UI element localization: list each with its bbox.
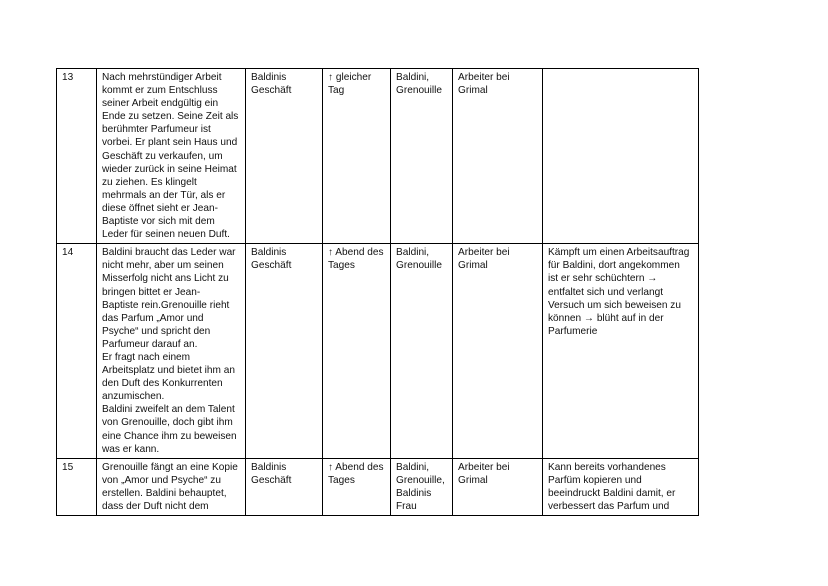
cell-number (57, 69, 97, 244)
cell-line: diese öffnet sieht er Jean- (102, 202, 218, 214)
cell-line: Geschäft (251, 474, 292, 486)
cell-status (453, 458, 543, 515)
cell-line: Kann bereits vorhandenes (548, 461, 666, 473)
cell-line: für Baldini, dort angekommen (548, 260, 680, 272)
cell-action (97, 244, 246, 459)
cell-line: Baptiste vor sich mit dem (102, 216, 215, 228)
cell-line: Tag (328, 85, 345, 97)
cell-line: Baldini zweifelt an dem Talent (102, 404, 235, 416)
table-row (57, 244, 699, 459)
cell-line: Arbeiter bei (458, 72, 510, 83)
cell-time (323, 244, 391, 459)
cell-line: Baldinis (251, 72, 287, 83)
cell-line: Grenouille, (396, 474, 445, 486)
cell-action (97, 458, 246, 515)
cell-time (323, 458, 391, 515)
cell-line: Grimal (458, 85, 488, 97)
cell-line: Frau (396, 501, 417, 512)
cell-line: Leder für seinen neuen Duft. (102, 229, 230, 241)
cell-line: Grimal (458, 260, 488, 272)
cell-line: Baldini, (396, 461, 430, 473)
cell-line: nicht mehr, aber um seinen (102, 260, 224, 272)
cell-line: das Parfum „Amor und (102, 312, 204, 324)
cell-line: bringen bittet er Jean- (102, 286, 201, 298)
cell-line: ist er sehr schüchtern → (548, 273, 658, 285)
scene-table-body (57, 69, 699, 516)
cell-line: Baldini, (396, 72, 430, 83)
cell-line: Baptiste rein.Grenouille rieht (102, 299, 230, 311)
table-row (57, 69, 699, 244)
cell-line: Grimal (458, 474, 488, 486)
cell-line: Baldinis (251, 247, 287, 259)
cell-status (453, 69, 543, 244)
cell-line: Kämpft um einen Arbeitsauftrag (548, 247, 690, 259)
cell-characters (391, 458, 453, 515)
cell-line: von „Amor und Psyche“ zu (102, 474, 221, 486)
cell-line: Geschäft (251, 260, 292, 272)
cell-line: seiner Arbeit endgültig ein (102, 98, 219, 110)
cell-line: zu ziehen. Es klingelt (102, 176, 197, 188)
cell-number (57, 458, 97, 515)
cell-development (543, 69, 699, 244)
cell-line: 15 (62, 461, 74, 473)
cell-line: Arbeitsplatz und bietet ihm an (102, 365, 235, 377)
cell-line: ↑ Abend des (328, 247, 384, 259)
cell-line: Baldini braucht das Leder war (102, 247, 236, 259)
cell-line: den Duft des Konkurrenten (102, 378, 223, 390)
cell-time (323, 69, 391, 244)
cell-line: Er fragt nach einem (102, 351, 191, 363)
cell-line: können → blüht auf in der (548, 312, 664, 324)
cell-line: verbessert das Parfum und (548, 501, 670, 512)
cell-line: anzumischen. (102, 391, 165, 403)
cell-line: ↑ Abend des (328, 461, 384, 473)
cell-line: Grenouille fängt an eine Kopie (102, 461, 238, 473)
table-row (57, 458, 699, 515)
cell-characters (391, 244, 453, 459)
cell-location (246, 458, 323, 515)
cell-line: Grenouille (396, 260, 443, 272)
scene-table (56, 68, 699, 516)
cell-line: Ende zu setzen. Seine Zeit als (102, 111, 239, 123)
cell-line: vorbei. Er plant sein Haus und (102, 137, 238, 149)
cell-line: berühmter Parfumeur ist (102, 124, 211, 136)
cell-line: was er kann. (102, 443, 160, 455)
cell-line: Misserfolg nicht ans Licht zu (102, 273, 229, 285)
cell-line: dass der Duft nicht dem (102, 501, 209, 512)
cell-location (246, 69, 323, 244)
cell-line: eine Chance ihm zu beweisen (102, 430, 237, 442)
cell-line: Tages (328, 474, 355, 486)
cell-line: mehrmals an der Tür, als er (102, 189, 226, 201)
cell-line: Parfüm kopieren und (548, 474, 642, 486)
cell-line: Baldinis (251, 461, 287, 473)
cell-line: Geschäft (251, 85, 292, 97)
cell-line: wieder zurück in seine Heimat (102, 163, 237, 175)
cell-line: Arbeiter bei (458, 461, 510, 473)
cell-line: 13 (62, 72, 74, 83)
cell-line: Baldinis (396, 487, 432, 499)
cell-line: erstellen. Baldini behauptet, (102, 487, 227, 499)
cell-line: Arbeiter bei (458, 247, 510, 259)
cell-line: Nach mehrstündiger Arbeit (102, 72, 222, 83)
cell-line: Parfumeur darauf an. (102, 338, 198, 350)
cell-characters (391, 69, 453, 244)
cell-line: Baldini, (396, 247, 430, 259)
cell-line: ↑ gleicher (328, 72, 372, 83)
cell-line: beeindruckt Baldini damit, er (548, 487, 676, 499)
cell-number (57, 244, 97, 459)
cell-development (543, 244, 699, 459)
cell-status (453, 244, 543, 459)
cell-line: 14 (62, 247, 74, 259)
cell-line: entfaltet sich und verlangt (548, 286, 664, 298)
cell-development (543, 458, 699, 515)
cell-action (97, 69, 246, 244)
cell-location (246, 244, 323, 459)
cell-line: Tages (328, 260, 355, 272)
cell-line: Parfumerie (548, 325, 598, 337)
cell-line: Versuch um sich beweisen zu (548, 299, 681, 311)
cell-line: Grenouille (396, 85, 443, 97)
cell-line: kommt er zum Entschluss (102, 85, 218, 97)
cell-line: Geschäft zu verkaufen, um (102, 150, 223, 162)
cell-line: Psyche“ und spricht den (102, 325, 211, 337)
cell-line: von Grenouille, doch gibt ihm (102, 417, 233, 429)
